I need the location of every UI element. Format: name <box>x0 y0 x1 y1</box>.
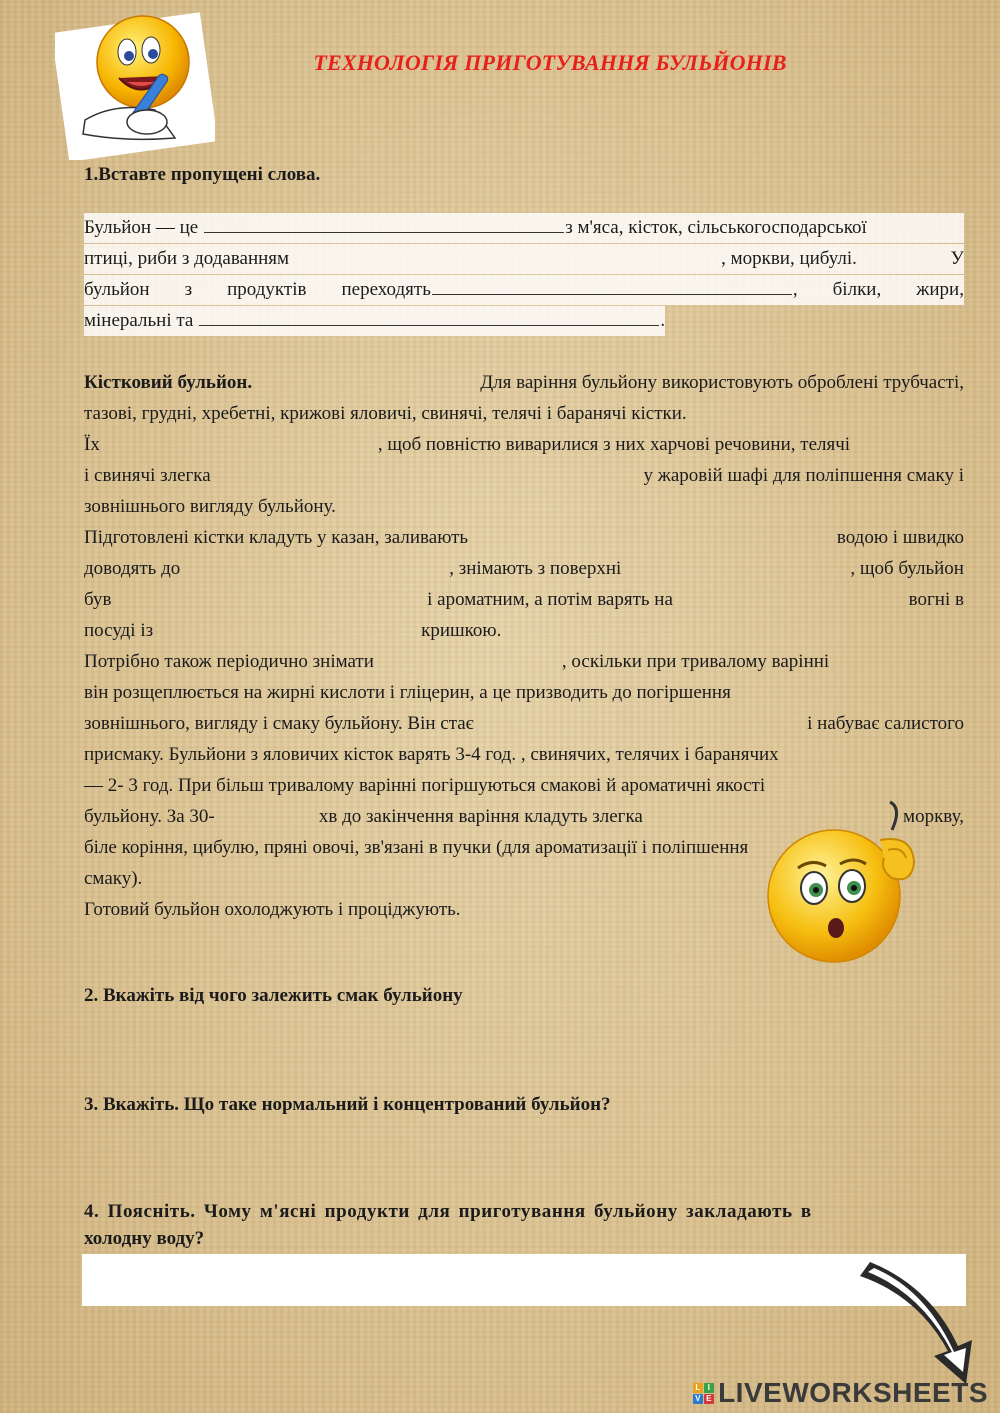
para-text: , щоб повністю виварилися з них харчові речовини, телячі <box>377 434 851 455</box>
task1-text: продуктів <box>227 279 307 300</box>
task4-text: 4. Поясніть. Чому м'ясні продукти для приготування бульйону закладають в <box>84 1201 812 1222</box>
fill-blank-input[interactable] <box>199 307 659 326</box>
para-line-1 <box>84 368 964 398</box>
para-text: був <box>84 589 112 610</box>
task1-text: У <box>950 248 964 269</box>
para-text: Їх <box>84 434 100 455</box>
fill-blank-input[interactable] <box>432 276 792 295</box>
para-text: смаку). <box>84 868 143 889</box>
para-text: доводять до <box>84 558 181 579</box>
task1-line-2 <box>84 244 964 274</box>
para-line-11 <box>84 678 964 708</box>
task1-line-3 <box>84 275 964 305</box>
para-text: Готовий бульйон охолоджують і проціджують. <box>84 899 461 920</box>
para-line-13 <box>84 740 964 770</box>
thinking-smiley-illustration <box>762 800 937 970</box>
para-bold-lead: Кістковий бульйон. <box>84 372 253 393</box>
para-text: і свинячі злегка <box>84 465 211 486</box>
fill-blank-input[interactable] <box>204 214 564 233</box>
para-line-14 <box>84 771 964 801</box>
task1-text: жири, <box>916 279 964 300</box>
para-text: , оскільки при тривалому варінні <box>561 651 830 672</box>
liveworksheets-logo <box>693 1377 988 1409</box>
para-line-4 <box>84 461 964 491</box>
para-line-5 <box>84 492 964 522</box>
para-text: у жаровій шафі для поліпшення смаку і <box>643 465 964 486</box>
para-text: зовнішнього вигляду бульйону. <box>84 496 336 517</box>
logo-mark-letter: I <box>704 1383 714 1393</box>
task3-question: 3. Вкажіть. Що таке нормальний і концентрований бульйон? <box>84 1094 611 1115</box>
task1-text: з <box>184 279 193 300</box>
para-text: тазові, грудні, хребетні, крижові яловичі, свинячі, телячі і баранячі кістки. <box>84 403 687 424</box>
logo-mark-icon <box>693 1383 714 1404</box>
para-text: водою і швидко <box>836 527 964 548</box>
task1-line-4 <box>84 306 690 336</box>
para-text: кришкою. <box>421 620 502 641</box>
para-line-6 <box>84 523 964 553</box>
task1-text: бульйон <box>84 279 150 300</box>
para-text: , знімають з поверхні <box>449 558 622 579</box>
para-text: зовнішнього, вигляду і смаку бульйону. Він стає <box>84 713 474 734</box>
para-text: і ароматним, а потім варять на <box>427 589 673 610</box>
para-text: і набуває салистого <box>807 713 964 734</box>
task1-text: з м'яса, кісток, сільськогосподарської <box>565 217 867 238</box>
task1-text: , <box>792 279 798 300</box>
para-line-7 <box>84 554 964 584</box>
task1-text: переходять <box>341 279 431 300</box>
para-text: хв до закінчення варіння кладуть злегка <box>318 806 643 827</box>
writing-smiley-illustration <box>55 10 215 160</box>
task4-answer-input[interactable] <box>82 1254 966 1306</box>
logo-mark-letter: L <box>693 1383 703 1393</box>
task1-text: Бульйон — це <box>84 217 199 238</box>
task1-line-1 <box>84 213 964 243</box>
para-text: Потрібно також періодично знімати <box>84 651 374 672</box>
para-text: бульйону. За 30- <box>84 806 215 827</box>
task4-question-line-2: холодну воду? <box>84 1228 205 1249</box>
para-text: Підготовлені кістки кладуть у казан, заливають <box>84 527 469 548</box>
task4-question-line-1 <box>84 1201 964 1223</box>
para-text: він розщеплюється на жирні кислоти і гліцерин, а це призводить до погіршення <box>84 682 731 703</box>
page-title: ТЕХНОЛОГІЯ ПРИГОТУВАННЯ БУЛЬЙОНІВ <box>313 50 787 75</box>
para-line-3 <box>84 430 964 460</box>
para-line-9 <box>84 616 964 646</box>
task1-text: птиці, риби з додаванням <box>84 248 290 269</box>
para-text: посуді із <box>84 620 154 641</box>
para-text: , щоб бульйон <box>850 558 964 579</box>
para-text: — 2- 3 год. При більш тривалому варінні погіршуються смакові й ароматичні якості <box>84 775 766 796</box>
logo-mark-letter: E <box>704 1394 714 1404</box>
task1-heading: 1.Вставте пропущені слова. <box>84 164 321 185</box>
para-line-2 <box>84 399 964 429</box>
logo-text: LIVEWORKSHEETS <box>718 1377 988 1408</box>
task2-question: 2. Вкажіть від чого залежить смак бульйону <box>84 985 463 1006</box>
para-text: присмаку. Бульйони з яловичих кісток варять 3-4 год. , свинячих, телячих і баранячих <box>84 744 779 765</box>
curved-arrow-icon <box>848 1256 988 1391</box>
task1-text: . <box>660 310 666 331</box>
para-line-12 <box>84 709 964 739</box>
task1-text: мінеральні та <box>84 310 194 331</box>
para-text: біле коріння, цибулю, пряні овочі, зв'язані в пучки (для ароматизації і поліпшення <box>84 837 749 858</box>
para-text: вогні в <box>908 589 964 610</box>
logo-mark-letter: V <box>693 1394 703 1404</box>
task1-text: білки, <box>832 279 882 300</box>
para-text: Для варіння бульйону використовують оброблені трубчасті, <box>480 372 964 393</box>
task1-text: , моркви, цибулі. <box>721 248 857 269</box>
para-line-8 <box>84 585 964 615</box>
para-line-10 <box>84 647 964 677</box>
para-text: моркву, <box>903 806 964 827</box>
